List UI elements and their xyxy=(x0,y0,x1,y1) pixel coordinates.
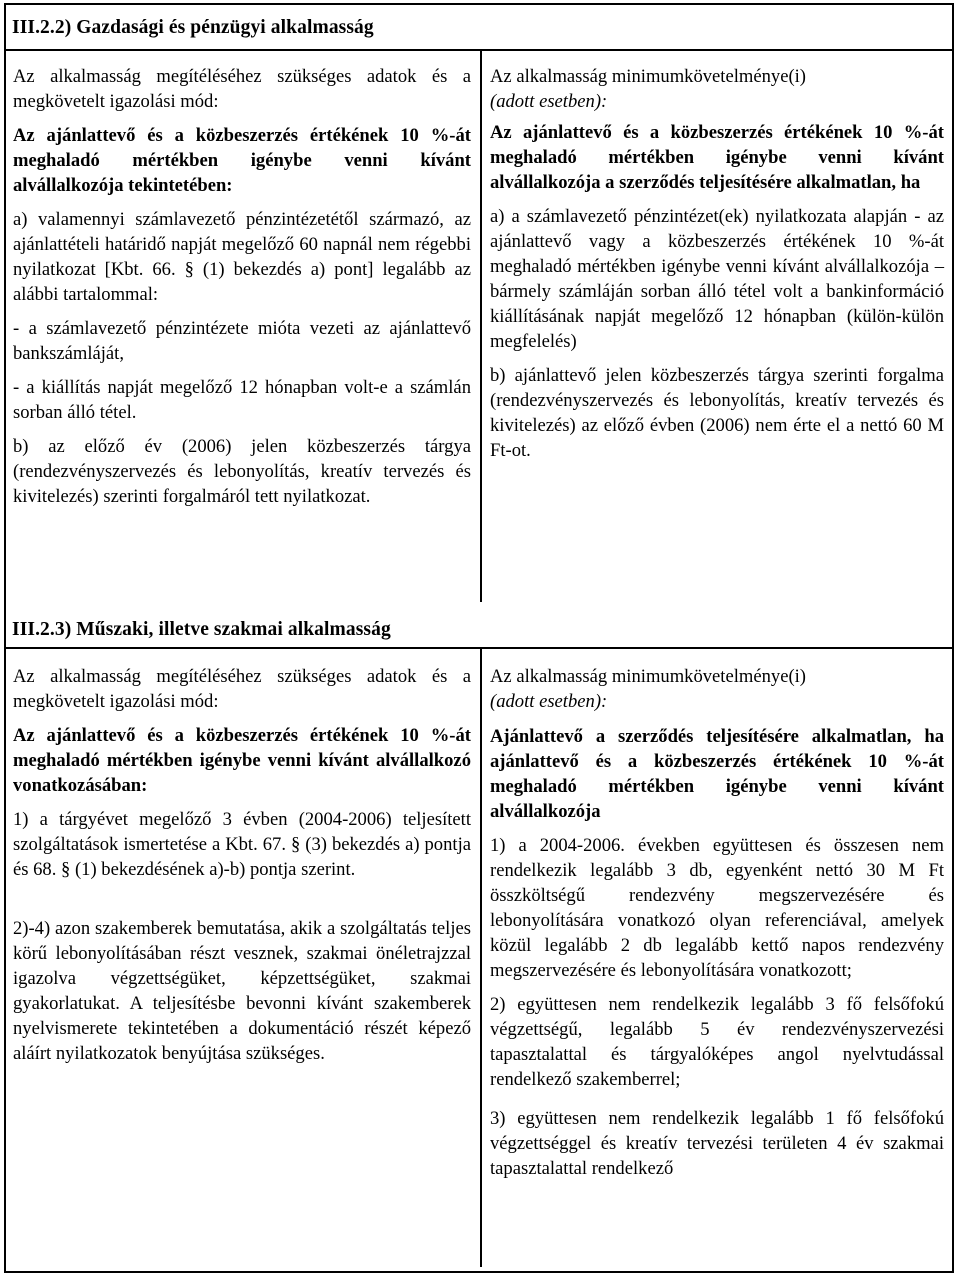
section2-right-item-1: 1) a 2004-2006. években együttesen és összesen nem rendelkezik legalább 3 db, egyenként nettó 30 M Ft összköltségű rendezvény megszervezésére és lebonyolítására vonatkozó olyan referenciával, amelyek közül legalább 2 db legalább kettő napos rendezvény megszervezésére és lebonyolítására vonatkozott; xyxy=(490,835,944,981)
section2-left-item-2: 2)-4) azon szakemberek bemutatása, akik a szolgáltatás teljes körű lebonyolításában részt vesznek, szakmai önéletrajzzal igazolva végzettségüket, képzettségüket, szakmai gyakorlatukat. A teljesítésbe bevonni kívánt szakemberek nyelvismerete tekintetében a dokumentáció részét képező aláírt nyilatkozatok benyújtása szükséges. xyxy=(13,918,471,1064)
section1-title-divider xyxy=(4,49,954,51)
section2-left-item-1: 1) a tárgyévet megelőző 3 évben (2004-2006) teljesített szolgáltatások ismertetése a Kbt. 67. § (3) bekezdés a) pontja és 68. § (1) bekezdésének a)-b) pontja szerint. xyxy=(13,809,471,880)
section2-column-divider xyxy=(480,647,482,1267)
section1-left-heading: Az alkalmasság megítéléséhez szükséges adatok és a megkövetelt igazolási mód: xyxy=(13,66,471,112)
section1-right-heading: Az alkalmasság minimumkövetelménye(i) xyxy=(490,66,807,87)
section1-left-column xyxy=(13,64,471,518)
section1-title: III.2.2) Gazdasági és pénzügyi alkalmasság xyxy=(12,17,374,38)
section1-right-item-b: b) ajánlattevő jelen közbeszerzés tárgya szerinti forgalma (rendezvényszervezés és lebonyolítás, kreatív tervezés és kivitelezés) az előző évben (2006) nem érte el a nettó 60 M Ft-ot. xyxy=(490,365,944,461)
section2-left-heading: Az alkalmasság megítéléséhez szükséges adatok és a megkövetelt igazolási mód: xyxy=(13,666,471,712)
section2-right-heading-block xyxy=(490,664,944,714)
section2-title-divider xyxy=(4,647,954,649)
section2-right-item-2: 2) együttesen nem rendelkezik legalább 3 fő felsőfokú végzettségű, legalább 5 év rendezvényszervezési tapasztalattal és tárgyalóképes angol nyelvtudással rendelkező szakemberrel; xyxy=(490,994,944,1090)
section2-right-heading-italic: (adott esetben): xyxy=(490,691,608,712)
section2-right-bold: Ajánlattevő a szerződés teljesítésére alkalmatlan, ha ajánlattevő és a közbeszerzés értékének 10 %-át meghaladó mértékben igénybe venni kívánt alvállalkozója xyxy=(490,726,944,822)
section1-left-bold: Az ajánlattevő és a közbeszerzés értékének 10 %-át meghaladó mértékben igénybe venni kívánt alvállalkozója tekintetében: xyxy=(13,125,471,196)
section1-right-bold: Az ajánlattevő és a közbeszerzés értékének 10 %-át meghaladó mértékben igénybe venni kívánt alvállalkozója a szerződés teljesítésére alkalmatlan, ha xyxy=(490,122,944,193)
section2-left-column xyxy=(13,664,471,1075)
section2-title: III.2.3) Műszaki, illetve szakmai alkalmasság xyxy=(12,619,391,640)
section1-right-item-a: a) a számlavezető pénzintézet(ek) nyilatkozata alapján - az ajánlattevő vagy a közbeszerzés értékének 10 %-át meghaladó mértékben igénybe venni kívánt alvállalkozója – bármely számláján sorban álló tétel volt a bankinformáció kiállításának napját megelőző 12 hónapban (külön-külön megfelelés) xyxy=(490,206,944,352)
section1-right-column xyxy=(490,64,944,472)
section1-left-dash2: - a kiállítás napját megelőző 12 hónapban volt-e a számlán sorban álló tétel. xyxy=(13,377,471,423)
section1-right-heading-block xyxy=(490,64,944,114)
section2-left-bold: Az ajánlattevő és a közbeszerzés értékének 10 %-át meghaladó mértékben igénybe venni kívánt alvállalkozó vonatkozásában: xyxy=(13,725,471,796)
section2-right-heading: Az alkalmasság minimumkövetelménye(i) xyxy=(490,666,807,687)
section1-column-divider xyxy=(480,49,482,602)
section1-left-dash1: - a számlavezető pénzintézete mióta vezeti az ajánlattevő bankszámláját, xyxy=(13,318,471,364)
section1-right-heading-italic: (adott esetben): xyxy=(490,91,608,112)
section2-right-column xyxy=(490,664,944,1190)
section1-left-item-b: b) az előző év (2006) jelen közbeszerzés tárgya (rendezvényszervezés és lebonyolítás, kreatív tervezés és kivitelezés) szerinti forgalmáról tett nyilatkozat. xyxy=(13,436,471,507)
section2-right-item-3: 3) együttesen nem rendelkezik legalább 1 fő felsőfokú végzettséggel és kreatív tervezési területen 4 év szakmai tapasztalattal rendelkező xyxy=(490,1108,944,1179)
section1-left-item-a: a) valamennyi számlavezető pénzintézetétől származó, az ajánlattételi határidő napját megelőző 60 napnál nem régebbi nyilatkozat [Kbt. 66. § (1) bekezdés a) pont] legalább az alábbi tartalommal: xyxy=(13,209,471,305)
